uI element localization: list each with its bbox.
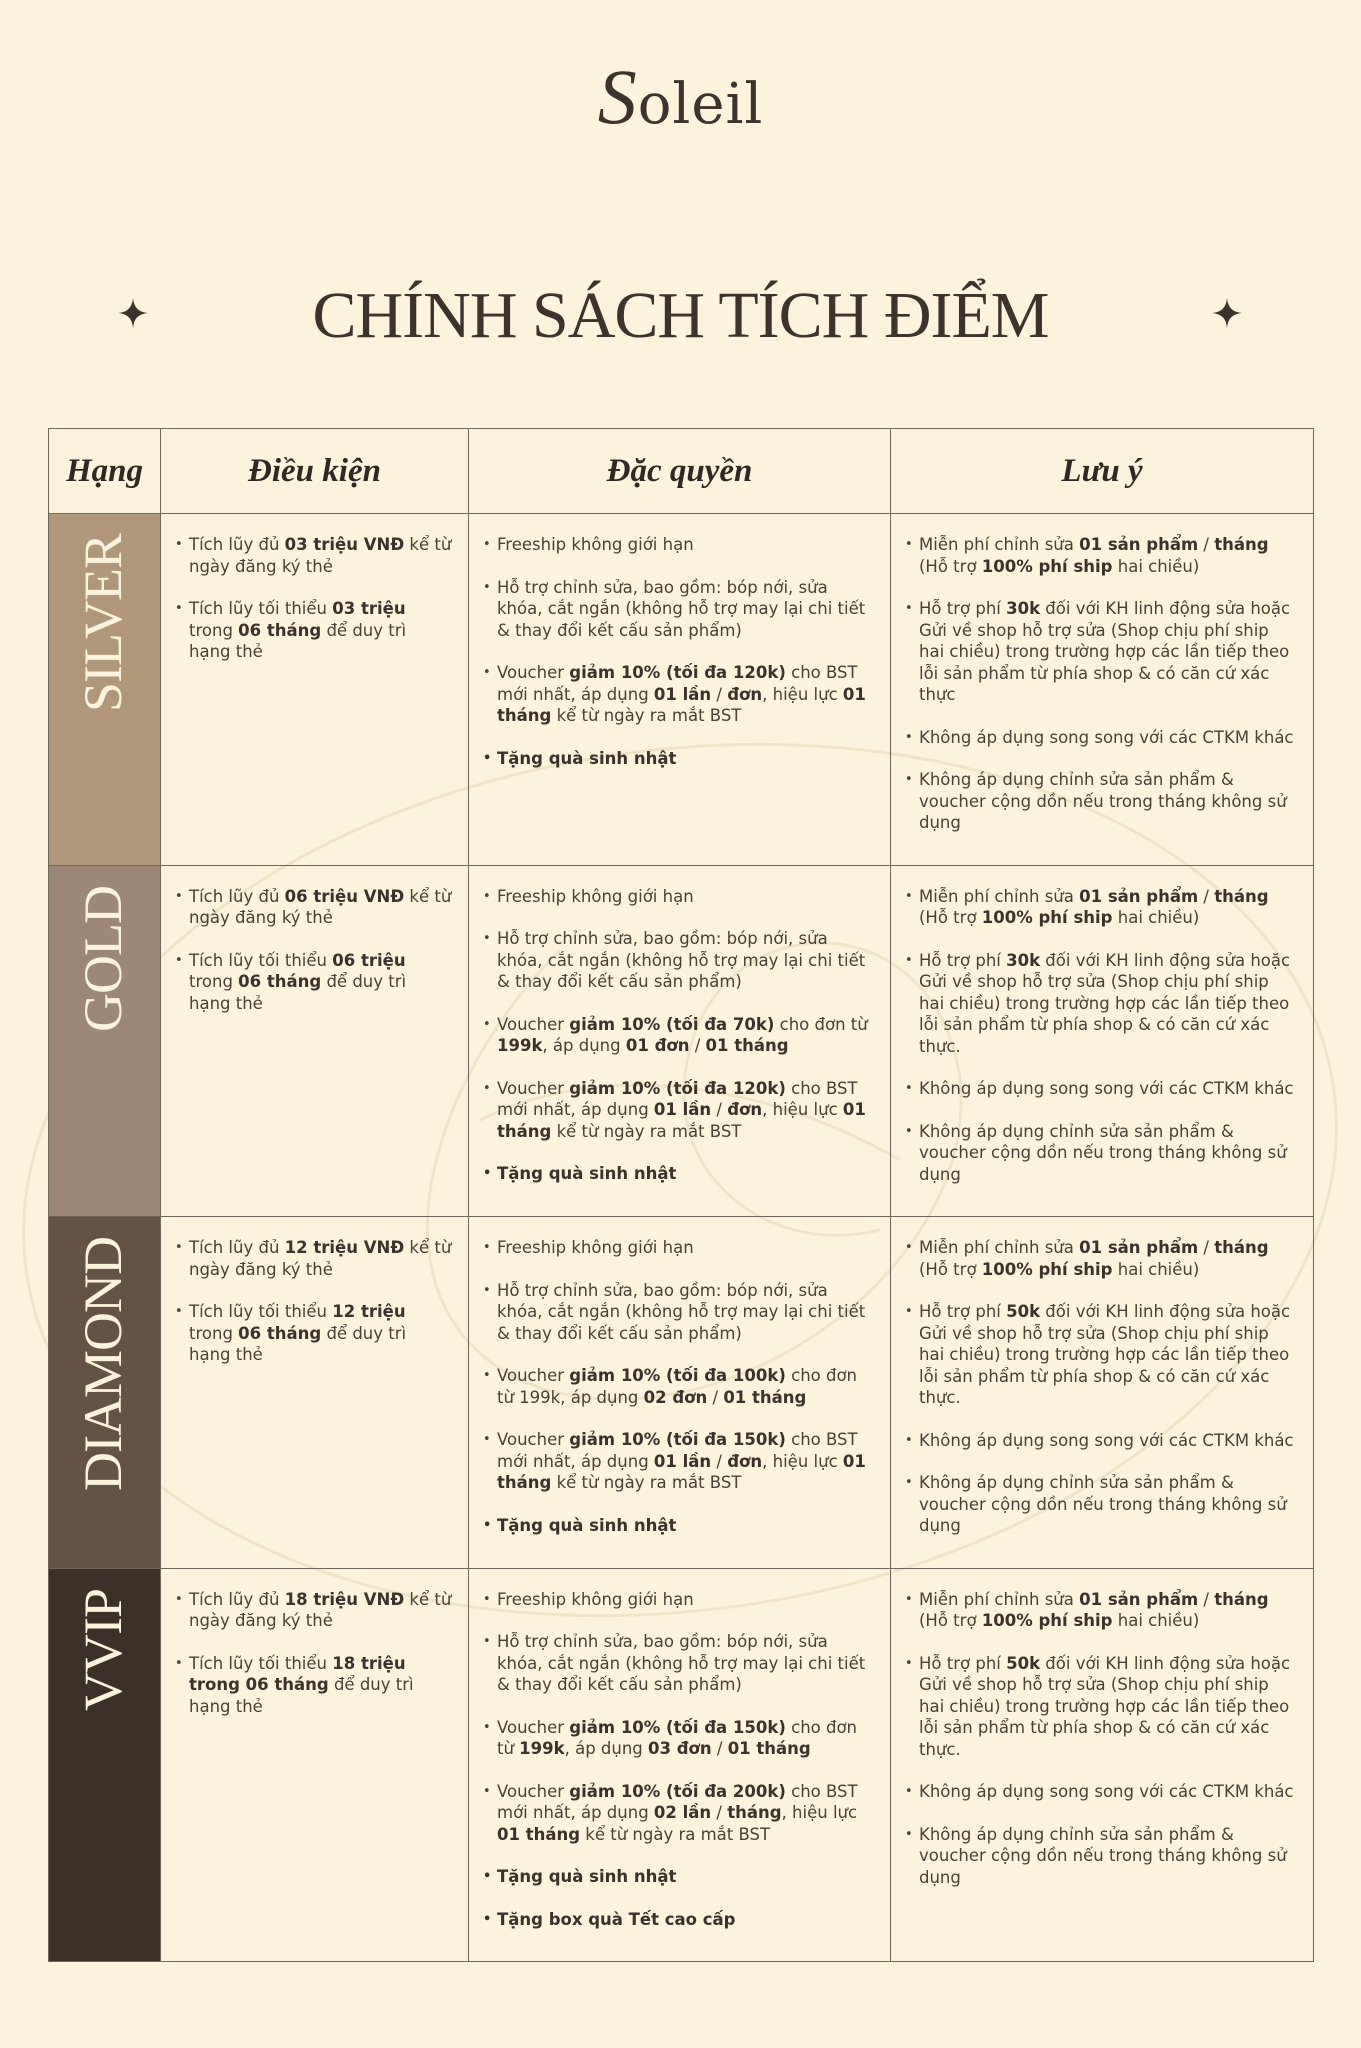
list-item: • Không áp dụng chỉnh sửa sản phẩm & voucher cộng dồn nếu trong tháng không sử dụng (905, 1824, 1297, 1889)
list-item: • Tích lũy tối thiểu 18 triệu trong 06 tháng để duy trì hạng thẻ (175, 1653, 452, 1718)
list-item: • Không áp dụng song song với các CTKM khác (905, 1781, 1297, 1803)
list-item: • Tặng quà sinh nhật (483, 1515, 874, 1537)
list-item: • Miễn phí chỉnh sửa 01 sản phẩm / tháng (Hỗ trợ 100% phí ship hai chiều) (905, 1237, 1297, 1280)
notes-cell (891, 1568, 1314, 1962)
header-conditions: Điều kiện (161, 429, 469, 514)
list-item: • Voucher giảm 10% (tối đa 120k) cho BST mới nhất, áp dụng 01 lần / đơn, hiệu lực 01 tháng kể từ ngày ra mắt BST (483, 1078, 874, 1143)
list-item: • Tích lũy tối thiểu 12 triệu trong 06 tháng để duy trì hạng thẻ (175, 1301, 452, 1366)
notes-list (905, 1589, 1297, 1889)
brand-logo-rest: oleil (637, 72, 764, 137)
list-item: • Tặng box quà Tết cao cấp (483, 1909, 874, 1931)
list-item: • Tích lũy đủ 03 triệu VNĐ kể từ ngày đăng ký thẻ (175, 534, 452, 577)
conditions-list (175, 1589, 452, 1718)
table-row-diamond (49, 1217, 1314, 1569)
page-title: CHÍNH SÁCH TÍCH ĐIỂM (312, 279, 1049, 352)
list-item: • Không áp dụng chỉnh sửa sản phẩm & voucher cộng dồn nếu trong tháng không sử dụng (905, 769, 1297, 834)
list-item: • Miễn phí chỉnh sửa 01 sản phẩm / tháng (Hỗ trợ 100% phí ship hai chiều) (905, 534, 1297, 577)
list-item: • Voucher giảm 10% (tối đa 100k) cho đơn từ 199k, áp dụng 02 đơn / 01 tháng (483, 1365, 874, 1408)
list-item: • Voucher giảm 10% (tối đa 150k) cho đơn từ 199k, áp dụng 03 đơn / 01 tháng (483, 1717, 874, 1760)
privileges-list (483, 886, 874, 1185)
list-item: • Freeship không giới hạn (483, 534, 874, 556)
notes-cell (891, 514, 1314, 866)
notes-cell (891, 1217, 1314, 1569)
list-item: • Không áp dụng chỉnh sửa sản phẩm & voucher cộng dồn nếu trong tháng không sử dụng (905, 1472, 1297, 1537)
list-item: • Miễn phí chỉnh sửa 01 sản phẩm / tháng (Hỗ trợ 100% phí ship hai chiều) (905, 886, 1297, 929)
conditions-list (175, 1237, 452, 1366)
list-item: • Miễn phí chỉnh sửa 01 sản phẩm / tháng (Hỗ trợ 100% phí ship hai chiều) (905, 1589, 1297, 1632)
list-item: • Không áp dụng song song với các CTKM khác (905, 1430, 1297, 1452)
list-item: • Tích lũy tối thiểu 03 triệu trong 06 tháng để duy trì hạng thẻ (175, 598, 452, 663)
header-tier: Hạng (49, 429, 161, 514)
conditions-cell (161, 1568, 469, 1962)
list-item: • Tích lũy đủ 12 triệu VNĐ kể từ ngày đăng ký thẻ (175, 1237, 452, 1280)
conditions-cell (161, 514, 469, 866)
conditions-cell (161, 865, 469, 1217)
list-item: • Không áp dụng song song với các CTKM khác (905, 1078, 1297, 1100)
table-row-silver (49, 514, 1314, 866)
header-privileges: Đặc quyền (469, 429, 891, 514)
conditions-cell (161, 1217, 469, 1569)
privileges-cell (469, 514, 891, 866)
list-item: • Voucher giảm 10% (tối đa 200k) cho BST mới nhất, áp dụng 02 lần / tháng, hiệu lực 01 tháng kể từ ngày ra mắt BST (483, 1781, 874, 1846)
list-item: • Tặng quà sinh nhật (483, 1163, 874, 1185)
privileges-list (483, 1237, 874, 1536)
conditions-list (175, 886, 452, 1015)
list-item: • Hỗ trợ phí 30k đối với KH linh động sửa hoặc Gửi về shop hỗ trợ sửa (Shop chịu phí ship hai chiều) trong trường hợp các lần tiếp theo lỗi sản phẩm từ phía shop & có căn cứ xác thực (905, 598, 1297, 706)
notes-cell (891, 865, 1314, 1217)
list-item: • Tích lũy tối thiểu 06 triệu trong 06 tháng để duy trì hạng thẻ (175, 950, 452, 1015)
list-item: • Hỗ trợ chỉnh sửa, bao gồm: bóp nới, sửa khóa, cắt ngắn (không hỗ trợ may lại chi tiết & thay đổi kết cấu sản phẩm) (483, 1631, 874, 1696)
privileges-cell (469, 865, 891, 1217)
header-notes: Lưu ý (891, 429, 1314, 514)
notes-list (905, 1237, 1297, 1537)
list-item: • Hỗ trợ phí 30k đối với KH linh động sửa hoặc Gửi về shop hỗ trợ sửa (Shop chịu phí ship hai chiều) trong trường hợp các lần tiếp theo lỗi sản phẩm từ phía shop & có căn cứ xác thực. (905, 950, 1297, 1058)
list-item: • Hỗ trợ chỉnh sửa, bao gồm: bóp nới, sửa khóa, cắt ngắn (không hỗ trợ may lại chi tiết & thay đổi kết cấu sản phẩm) (483, 1280, 874, 1345)
list-item: • Freeship không giới hạn (483, 1237, 874, 1259)
privileges-list (483, 1589, 874, 1931)
table-row-gold (49, 865, 1314, 1217)
list-item: • Freeship không giới hạn (483, 886, 874, 908)
list-item: • Voucher giảm 10% (tối đa 150k) cho BST mới nhất, áp dụng 01 lần / đơn, hiệu lực 01 tháng kể từ ngày ra mắt BST (483, 1429, 874, 1494)
privileges-cell (469, 1217, 891, 1569)
list-item: • Hỗ trợ phí 50k đối với KH linh động sửa hoặc Gửi về shop hỗ trợ sửa (Shop chịu phí ship hai chiều) trong trường hợp các lần tiếp theo lỗi sản phẩm từ phía shop & có căn cứ xác thực. (905, 1301, 1297, 1409)
list-item: • Tích lũy đủ 06 triệu VNĐ kể từ ngày đăng ký thẻ (175, 886, 452, 929)
list-item: • Hỗ trợ phí 50k đối với KH linh động sửa hoặc Gửi về shop hỗ trợ sửa (Shop chịu phí ship hai chiều) trong trường hợp các lần tiếp theo lỗi sản phẩm từ phía shop & có căn cứ xác thực. (905, 1653, 1297, 1761)
privileges-list (483, 534, 874, 769)
tier-cell-diamond (49, 1217, 161, 1569)
privileges-cell (469, 1568, 891, 1962)
list-item: • Tặng quà sinh nhật (483, 1866, 874, 1888)
list-item: • Freeship không giới hạn (483, 1589, 874, 1611)
notes-list (905, 534, 1297, 834)
list-item: • Tặng quà sinh nhật (483, 748, 874, 770)
tier-cell-vvip (49, 1568, 161, 1962)
tier-label: SILVER (72, 534, 133, 713)
tier-cell-gold (49, 865, 161, 1217)
tier-label: VVIP (72, 1588, 133, 1711)
list-item: • Tích lũy đủ 18 triệu VNĐ kể từ ngày đăng ký thẻ (175, 1589, 452, 1632)
tier-label: DIAMOND (72, 1237, 133, 1491)
table-header-row (49, 429, 1314, 514)
tier-label: GOLD (72, 885, 133, 1032)
table-row-vvip (49, 1568, 1314, 1962)
brand-logo (0, 52, 1361, 142)
tier-cell-silver (49, 514, 161, 866)
list-item: • Voucher giảm 10% (tối đa 70k) cho đơn từ 199k, áp dụng 01 đơn / 01 tháng (483, 1014, 874, 1057)
list-item: • Hỗ trợ chỉnh sửa, bao gồm: bóp nới, sửa khóa, cắt ngắn (không hỗ trợ may lại chi tiết & thay đổi kết cấu sản phẩm) (483, 577, 874, 642)
list-item: • Voucher giảm 10% (tối đa 120k) cho BST mới nhất, áp dụng 01 lần / đơn, hiệu lực 01 tháng kể từ ngày ra mắt BST (483, 662, 874, 727)
conditions-list (175, 534, 452, 663)
list-item: • Không áp dụng song song với các CTKM khác (905, 727, 1297, 749)
notes-list (905, 886, 1297, 1186)
list-item: • Hỗ trợ chỉnh sửa, bao gồm: bóp nới, sửa khóa, cắt ngắn (không hỗ trợ may lại chi tiết & thay đổi kết cấu sản phẩm) (483, 928, 874, 993)
list-item: • Không áp dụng chỉnh sửa sản phẩm & voucher cộng dồn nếu trong tháng không sử dụng (905, 1121, 1297, 1186)
loyalty-policy-table (48, 428, 1314, 1962)
brand-logo-initial: S (597, 53, 638, 140)
